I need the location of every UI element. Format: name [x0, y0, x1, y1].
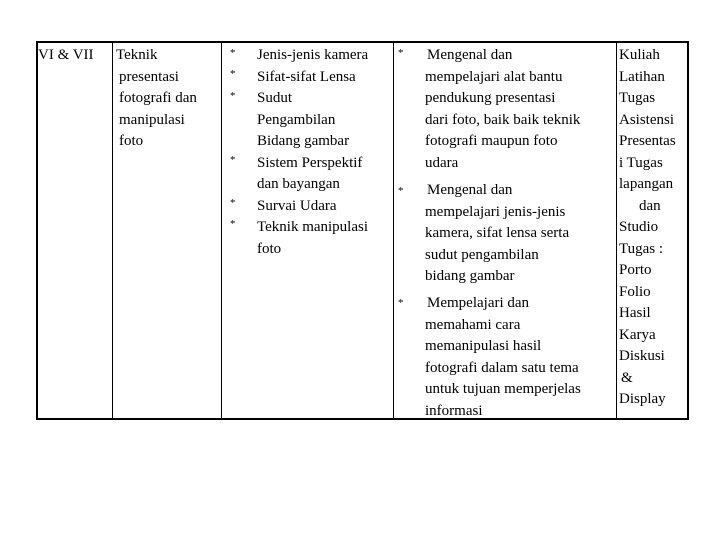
- bullet-marker: *: [230, 154, 236, 166]
- bullet-marker: *: [230, 47, 236, 59]
- column-divider: [112, 43, 113, 418]
- topic-line: Teknik: [116, 47, 158, 63]
- topic-line: fotografi dan: [119, 90, 197, 106]
- method-line: &: [621, 369, 633, 386]
- objective-line: fotografi dalam satu tema: [425, 359, 579, 376]
- objective-line: mempelajari alat bantu: [425, 68, 563, 85]
- topic-line: foto: [119, 133, 144, 149]
- subtopic-line: Survai Udara: [257, 197, 337, 214]
- objective-line: untuk tujuan memperjelas: [425, 381, 581, 397]
- subtopic-line: Sudut: [257, 90, 293, 106]
- subtopic-line: Pengambilan: [257, 111, 336, 128]
- bullet-marker: *: [230, 68, 236, 80]
- method-line: Porto: [619, 262, 652, 278]
- method-line: Studio: [619, 219, 659, 235]
- subtopic-line: Sifat-sifat Lensa: [257, 68, 356, 85]
- syllabus-table: [36, 41, 689, 420]
- bullet-marker: *: [398, 47, 404, 59]
- bullet-marker: *: [230, 218, 236, 230]
- objective-line: informasi: [425, 402, 483, 419]
- objective-line: mempelajari jenis-jenis: [425, 203, 566, 220]
- objective-line: memahami cara: [425, 316, 521, 333]
- method-line: Presentas: [619, 133, 676, 149]
- subtopic-line: Teknik manipulasi: [257, 219, 369, 235]
- topic-cell: [116, 45, 220, 153]
- objective-block: [425, 180, 615, 288]
- objective-line: fotografi maupun foto: [425, 133, 558, 149]
- topic-line: presentasi: [119, 68, 179, 85]
- objective-line: pendukung presentasi: [425, 90, 556, 106]
- column-divider: [221, 43, 222, 418]
- method-line: i Tugas: [619, 154, 663, 171]
- method-line: lapangan: [619, 176, 674, 192]
- method-line: dan: [639, 197, 661, 214]
- topic-line: manipulasi: [119, 111, 185, 128]
- objective-line: dari foto, baik baik teknik: [425, 111, 581, 128]
- objective-block: [425, 45, 615, 174]
- method-line: Tugas :: [619, 240, 664, 257]
- method-cell: [619, 45, 689, 411]
- objective-line: memanipulasi hasil: [425, 338, 542, 354]
- column-divider: [616, 43, 617, 418]
- method-line: Latihan: [619, 68, 665, 85]
- method-line: Asistensi: [619, 111, 675, 128]
- method-line: Tugas: [619, 90, 656, 106]
- subtopic-line: Bidang gambar: [257, 133, 350, 149]
- bullet-marker: *: [230, 90, 236, 102]
- method-line: Hasil: [619, 305, 651, 321]
- column-divider: [393, 43, 394, 418]
- objective-line: sudut pengambilan: [425, 246, 539, 263]
- method-line: Karya: [619, 326, 656, 343]
- subtopic-line: foto: [257, 240, 282, 257]
- bullet-marker: *: [230, 197, 236, 209]
- objective-line: Mengenal dan: [427, 47, 513, 63]
- bullet-marker: *: [398, 297, 404, 309]
- objective-line: bidang gambar: [425, 268, 515, 284]
- meeting-cell: [38, 45, 112, 67]
- subtopic-cell: [257, 45, 393, 260]
- subtopic-line: Sistem Perspektif: [257, 154, 363, 171]
- meeting-number: VI & VII: [38, 47, 94, 63]
- objective-line: udara: [425, 154, 459, 171]
- objective-line: Mempelajari dan: [427, 295, 530, 311]
- objective-line: kamera, sifat lensa serta: [425, 225, 570, 241]
- objective-line: Mengenal dan: [427, 182, 513, 198]
- method-line: Display: [619, 391, 666, 407]
- method-line: Kuliah: [619, 47, 660, 63]
- subtopic-line: dan bayangan: [257, 176, 340, 192]
- bullet-marker: *: [398, 185, 404, 197]
- method-line: Folio: [619, 283, 651, 300]
- subtopic-line: Jenis-jenis kamera: [257, 47, 369, 63]
- objective-block: [425, 293, 615, 422]
- method-line: Diskusi: [619, 348, 665, 364]
